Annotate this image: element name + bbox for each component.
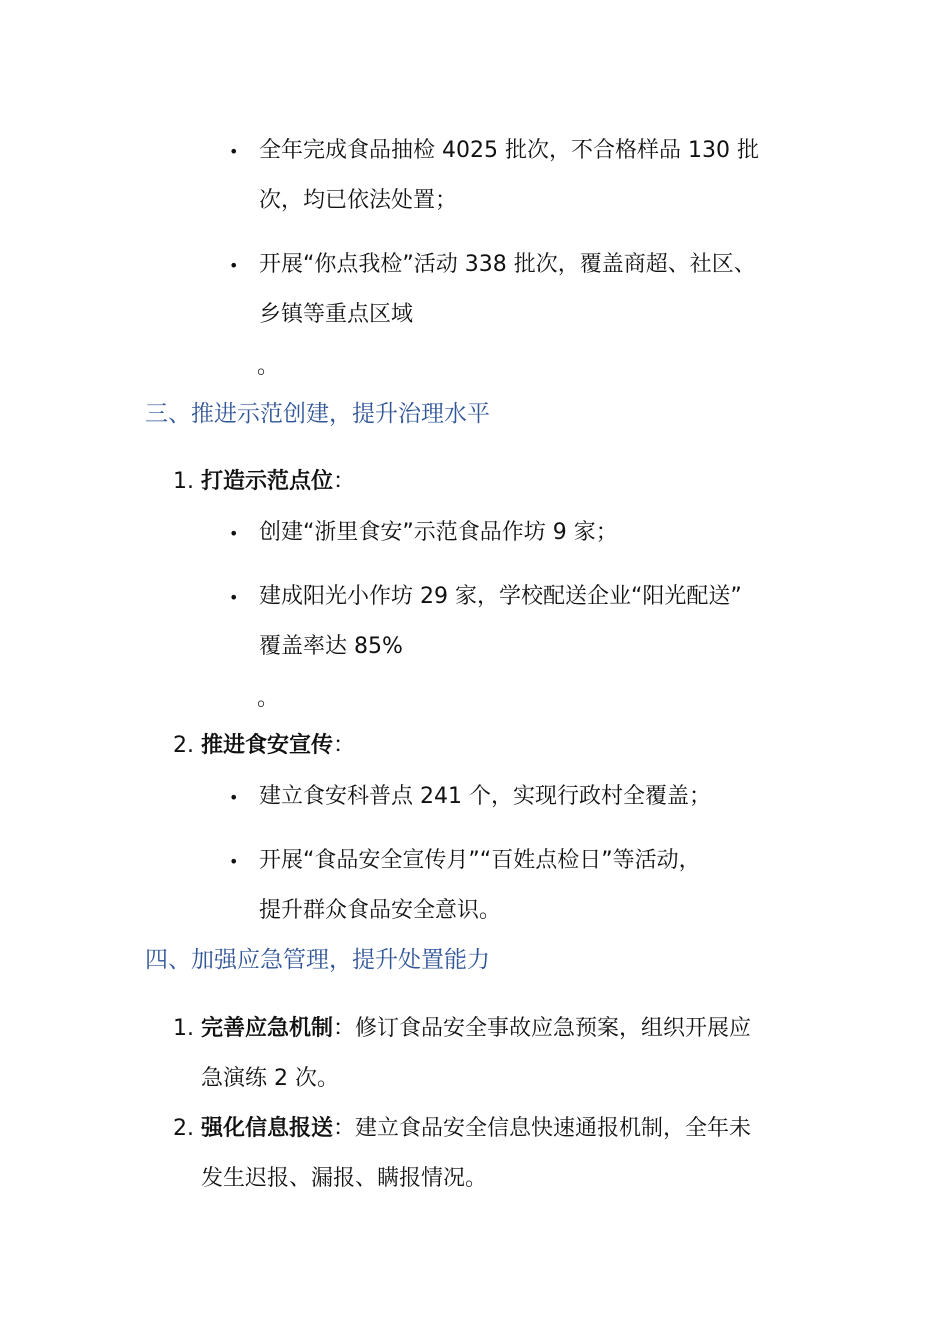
bullet-marker: • <box>229 142 239 161</box>
item-text: 修订食品安全事故应急预案，组织开展应 <box>355 1016 752 1041</box>
item-number: 2. <box>173 733 194 758</box>
bullet-marker: • <box>229 256 239 275</box>
item-text-line: 急演练 2 次。 <box>201 1066 339 1091</box>
item-number: 1. <box>173 469 194 494</box>
bullet-marker: • <box>229 588 239 607</box>
bullet-text-line: 全年完成食品抽检 4025 批次，不合格样品 130 批 <box>259 138 759 163</box>
item-title-line <box>201 1114 751 1144</box>
item-text-line: 发生迟报、漏报、瞒报情况。 <box>201 1166 488 1191</box>
bullet-text-line: 。 <box>257 686 280 711</box>
bullet-marker: • <box>229 788 239 807</box>
bullet-text-line: 开展“食品安全宣传月”“百姓点检日”等活动， <box>259 848 701 873</box>
item-number: 1. <box>173 1016 194 1041</box>
item-title: 推进食安宣传 <box>201 733 334 758</box>
item-colon: ： <box>333 1116 356 1141</box>
bullet-text-line: 乡镇等重点区域 <box>259 302 414 327</box>
item-colon: ： <box>333 469 356 494</box>
bullet-text-line: 提升群众食品安全意识。 <box>259 898 502 923</box>
bullet-text-line: 次，均已依法处置； <box>259 188 458 213</box>
bullet-text-line: 建成阳光小作坊 29 家，学校配送企业“阳光配送” <box>259 584 742 609</box>
item-colon: ： <box>333 1016 356 1041</box>
item-title-line <box>201 467 355 497</box>
item-number: 2. <box>173 1116 194 1141</box>
bullet-marker: • <box>229 852 239 871</box>
section-heading: 四、加强应急管理，提升处置能力 <box>145 947 490 973</box>
item-title: 完善应急机制 <box>201 1016 334 1041</box>
section-heading: 三、推进示范创建，提升治理水平 <box>145 401 490 427</box>
item-title-line <box>201 731 355 761</box>
bullet-marker: • <box>229 524 239 543</box>
item-title: 强化信息报送 <box>201 1116 334 1141</box>
item-colon: ： <box>333 733 356 758</box>
bullet-text-line: 。 <box>257 354 280 379</box>
item-title-line <box>201 1014 751 1044</box>
bullet-text-line: 开展“你点我检”活动 338 批次，覆盖商超、社区、 <box>259 252 756 277</box>
bullet-text-line: 覆盖率达 85% <box>259 634 403 659</box>
item-title: 打造示范点位 <box>201 469 334 494</box>
bullet-text-line: 创建“浙里食安”示范食品作坊 9 家； <box>259 520 618 545</box>
item-text: 建立食品安全信息快速通报机制，全年未 <box>355 1116 752 1141</box>
bullet-text-line: 建立食安科普点 241 个，实现行政村全覆盖； <box>259 784 711 809</box>
